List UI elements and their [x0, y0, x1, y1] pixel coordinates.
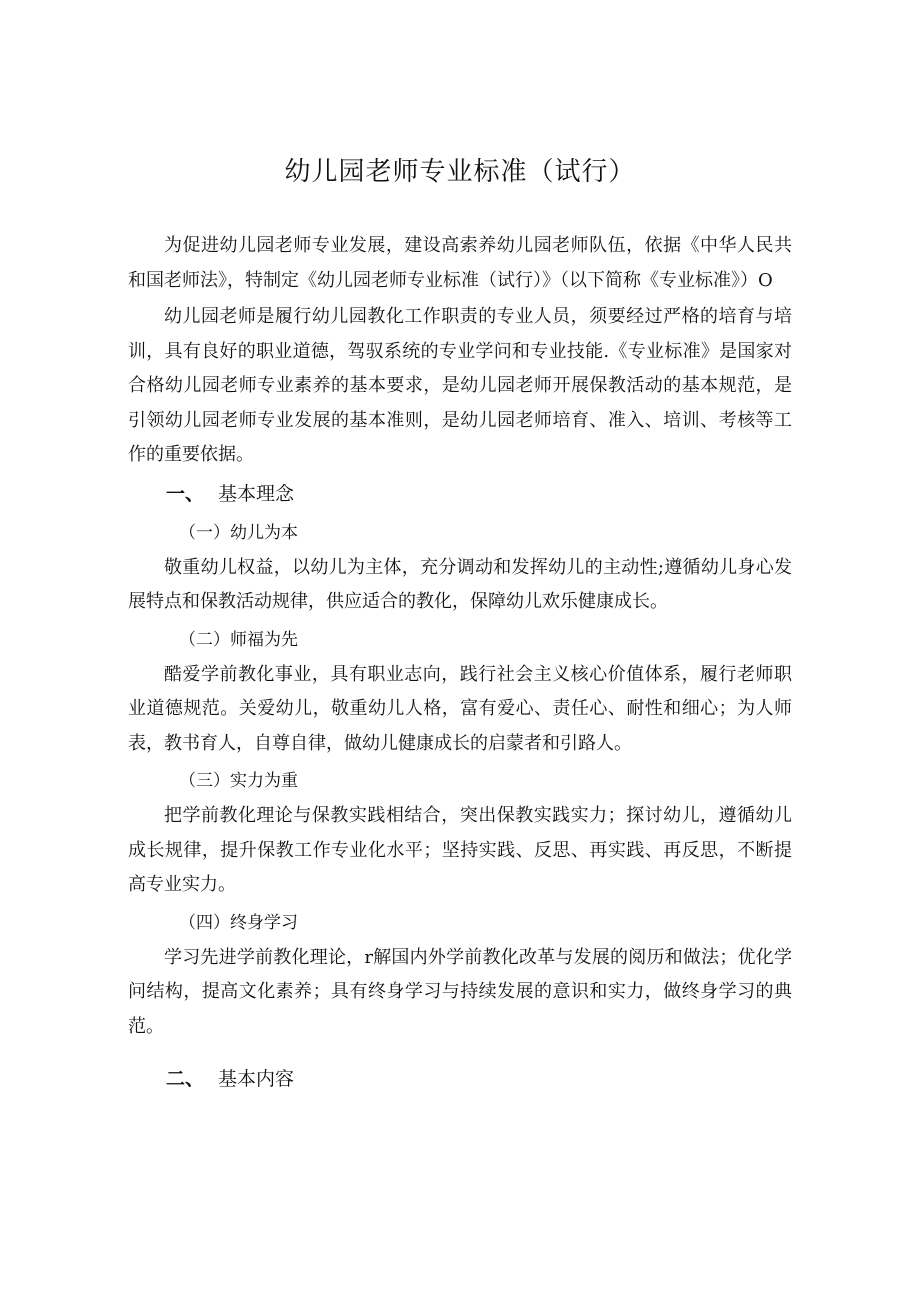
subsection-heading-3: （三）实力为重 — [179, 771, 298, 791]
section-number: 一、 — [166, 482, 205, 505]
document-title: 幼儿园老师专业标准（试行） — [284, 157, 636, 187]
intro-paragraph-1: 为促进幼儿园老师专业发展，建设高索养幼儿园老师队伍，依据《中华人民共和国老师法》，特制定《幼儿园老师专业标准（试行）》（以下简称《专业标准》）O — [128, 235, 792, 291]
intro-paragraph-2: 幼儿园老师是履行幼儿园教化工作职责的专业人员，须要经过严格的培育与培训，具有良好的职业道德，驾驭系统的专业学问和专业技能.《专业标准》是国家对合格幼儿园老师专业素养的基本要求，是幼儿园老师开展保教活动的基本规范，是引领幼儿园老师专业发展的基本准则，是幼儿园老师培育、准入、培训、考核等工作的重要依据。 — [128, 306, 792, 465]
subsection-heading-2: （二）师福为先 — [179, 629, 298, 650]
subsection-body-3: 把学前教化理论与保教实践相结合，突出保教实践实力；探讨幼儿，遵循幼儿成长规律，提升保教工作专业化水平；坚持实践、反思、再实践、再反思，不断提高专业实力。 — [128, 805, 792, 895]
section-title: 基本理念 — [218, 482, 295, 505]
section-heading-1 — [128, 477, 792, 511]
subsection-heading-4: （四）终身学习 — [179, 912, 298, 933]
document-body — [128, 229, 792, 1100]
subsection-body-2: 酷爱学前教化事业，具有职业志向，践行社会主义核心价值体系，履行老师职业道德规范。关爱幼儿，敬重幼儿人格，富有爱心、责任心、耐性和细心；为人师表，教书育人，自尊自律，做幼儿健康成长的启蒙者和引路人。 — [128, 663, 792, 754]
section-title: 基本内容 — [218, 1068, 295, 1090]
subsection-body-4: 学习先进学前教化理论，r解国内外学前教化改革与发展的阅历和做法；优化学问结构，提高文化素养；具有终身学习与持续发展的意识和实力，做终身学习的典范。 — [128, 946, 792, 1037]
section-number: 二、 — [166, 1068, 205, 1090]
subsection-heading-1: （一）幼儿为本 — [179, 522, 298, 543]
section-heading-2 — [128, 1062, 792, 1096]
subsection-body-1: 敬重幼儿权益，以幼儿为主体，充分调动和发挥幼儿的主动性;遵循幼儿身心发展特点和保教活动规律，供应适合的教化，保障幼儿欢乐健康成长。 — [128, 556, 792, 612]
